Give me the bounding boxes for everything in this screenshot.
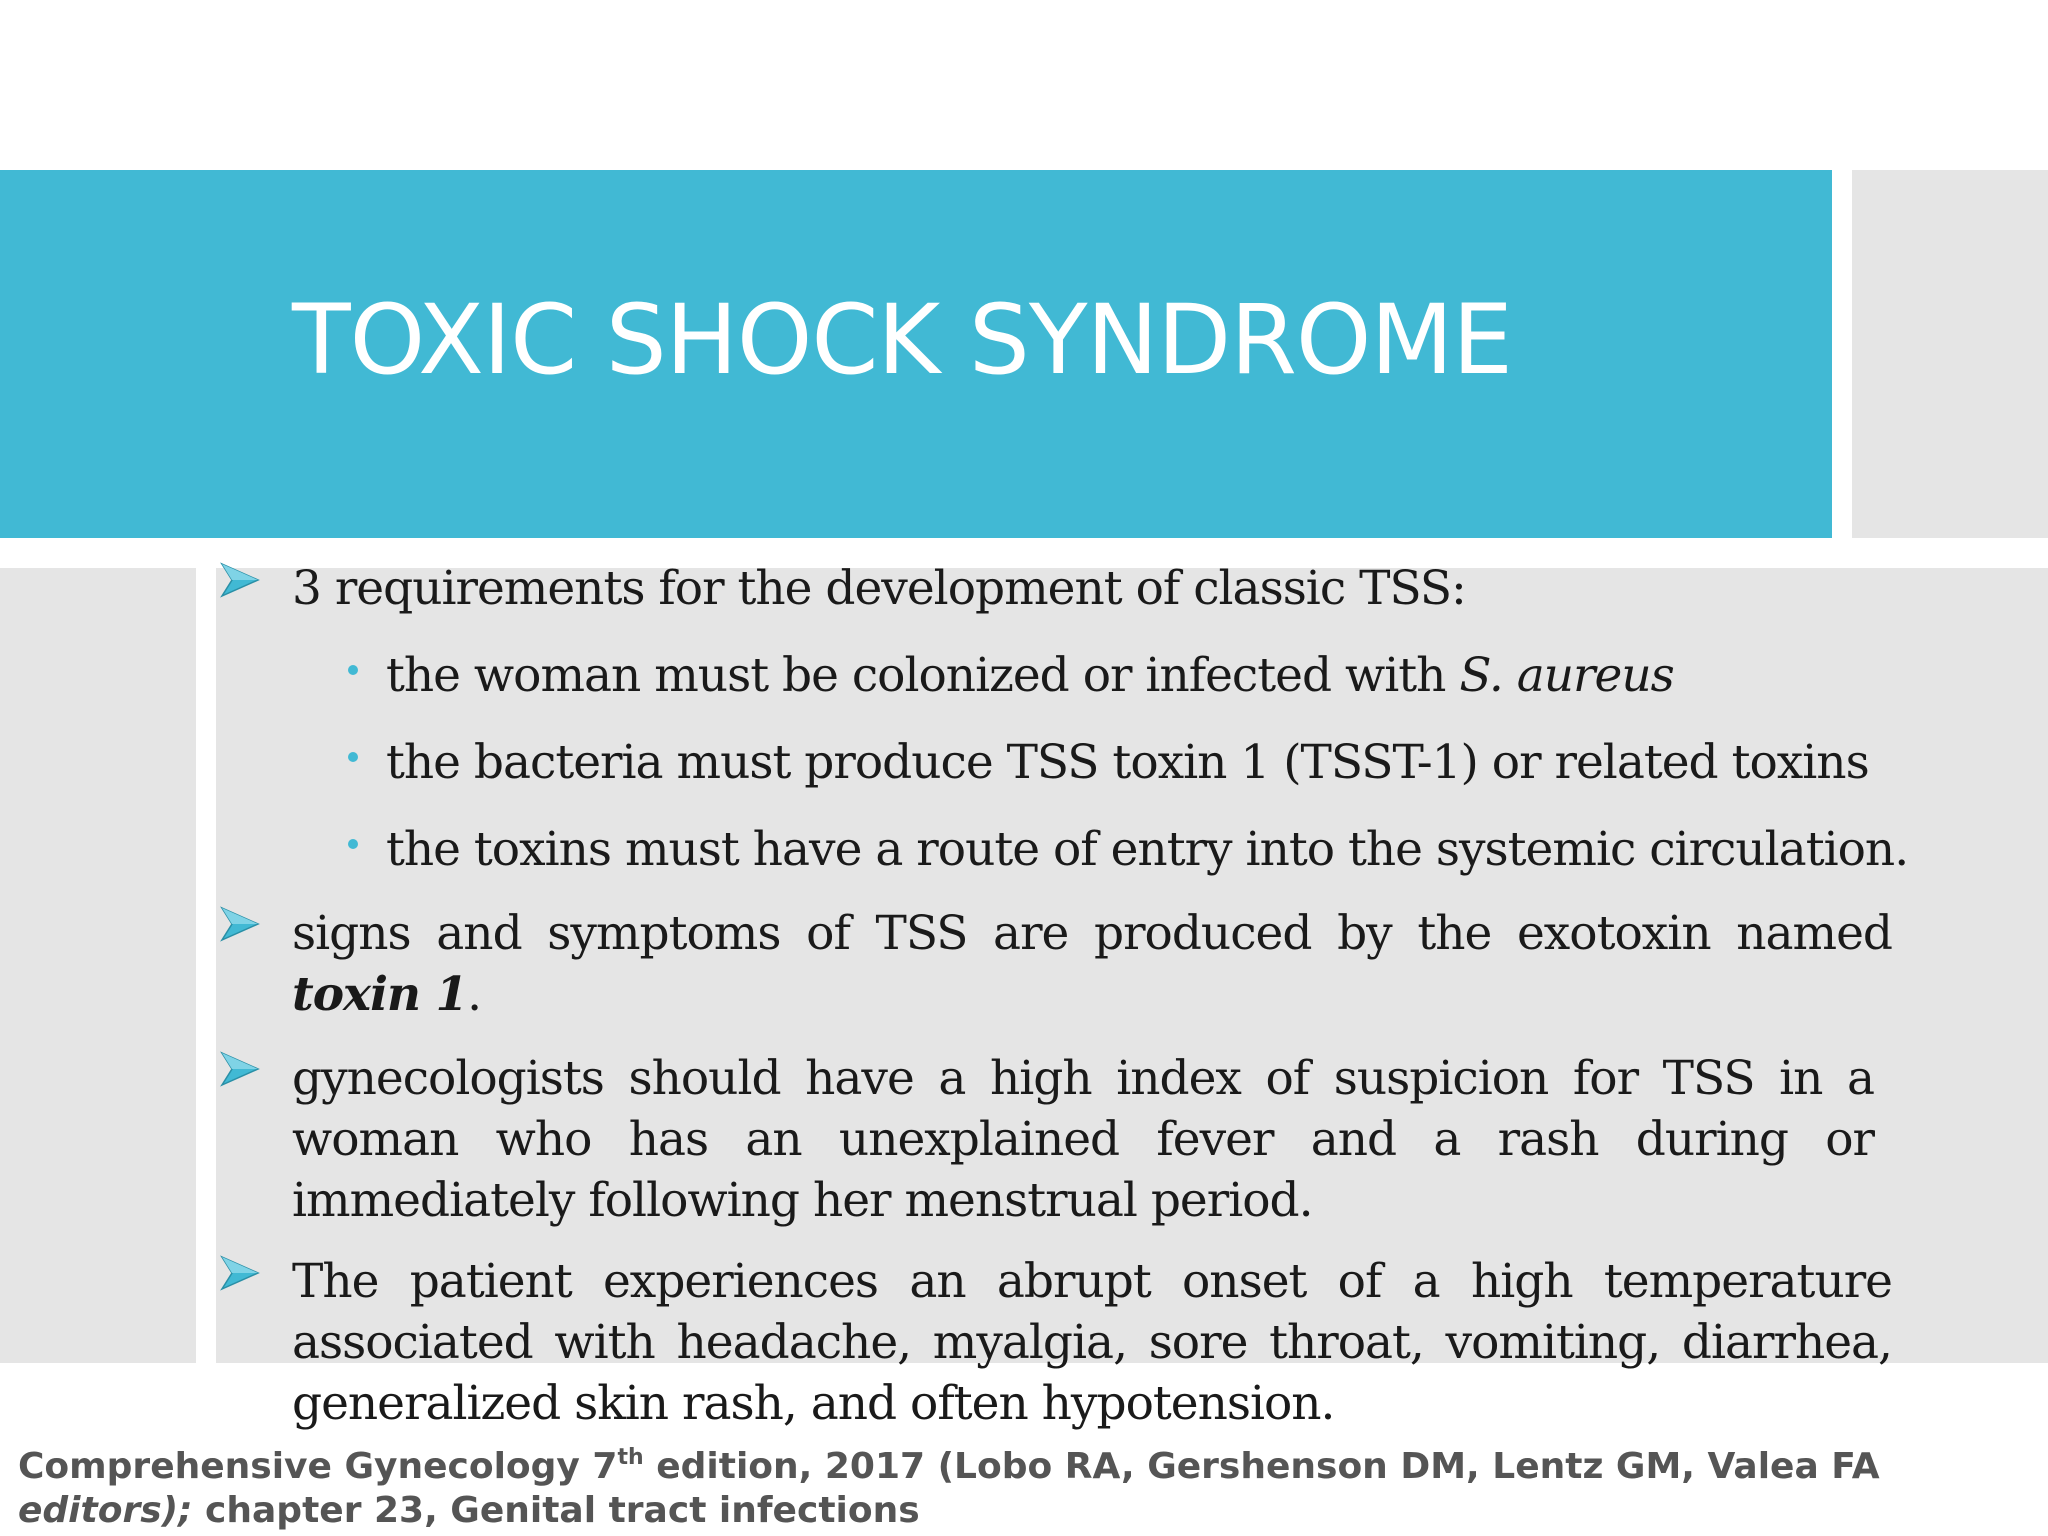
bullet-gynecologists-suspicion: gynecologists should have a high index of suspicion for TSS in a woman who has an unexplained fever and a rash during or immediately following her menstrual period.: [292, 1051, 1874, 1228]
sub-bullet-route-of-entry: the toxins must have a route of entry into the systemic circulation.: [386, 822, 1909, 877]
sub-bullet-dot: [348, 665, 358, 675]
arrowhead-bullet-icon: [220, 904, 268, 952]
arrowhead-bullet-icon: [220, 1049, 268, 1097]
bullet-patient-experiences: The patient experiences an abrupt onset of a high temperature associated with headache, myalgia, sore throat, vomiting, diarrhea, generalized skin rash, and often hypotension.: [292, 1254, 1892, 1431]
decorative-block-top-right: [1852, 170, 2048, 538]
decorative-block-left: [0, 568, 196, 1363]
arrowhead-bullet-icon: [220, 560, 268, 608]
sub-bullet-toxin-production: the bacteria must produce TSS toxin 1 (TSST-1) or related toxins: [386, 735, 1869, 790]
sub-bullet-colonized: the woman must be colonized or infected with S. aureus: [386, 648, 1674, 703]
reference-citation: Comprehensive Gynecology 7th edition, 2017 (Lobo RA, Gershenson DM, Lentz GM, Valea FA editors); chapter 23, Genital tract infections: [18, 1445, 1880, 1531]
arrowhead-bullet-icon: [220, 1253, 268, 1301]
slide-title: TOXIC SHOCK SYNDROME: [292, 284, 1512, 396]
bullet-signs-symptoms: signs and symptoms of TSS are produced by the exotoxin named toxin 1.: [292, 906, 1892, 1022]
bullet-requirements: 3 requirements for the development of classic TSS:: [292, 561, 1466, 616]
sub-bullet-dot: [348, 752, 358, 762]
sub-bullet-dot: [348, 839, 358, 849]
